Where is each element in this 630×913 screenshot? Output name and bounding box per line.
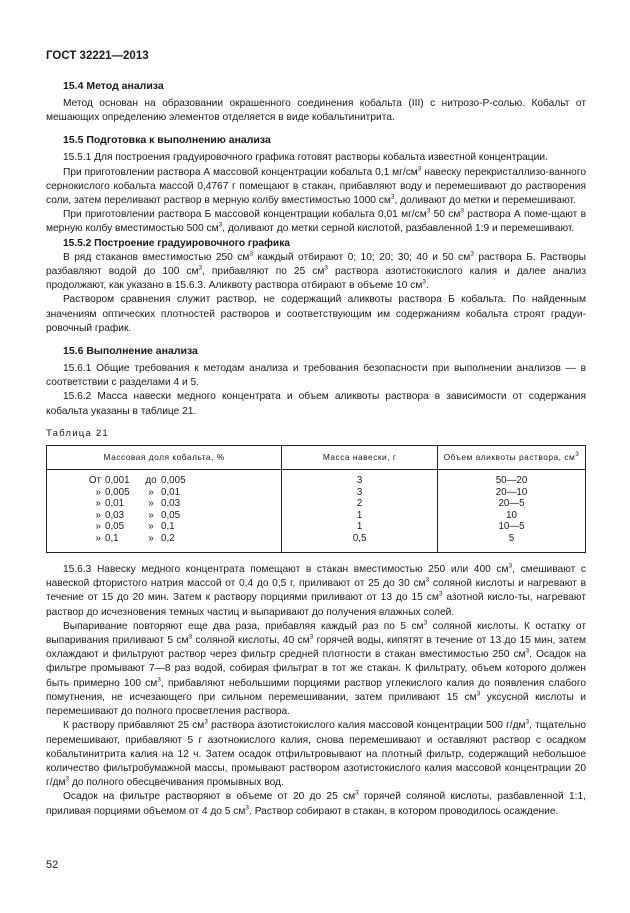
paragraph-solution-a: При приготовлении раствора А массовой концентрации кобальта 0,1 $мг/см^3$ навеску перекристаллизо-ванного сернокислого кобальта массой 0,4767 г помещают в стакан, прибавляют воду и перемешивают до растворения соли, затем переливают раствор в мерную колбу вместимостью 1000 $см^3$, доливают до метки и перемешивают. <box>46 165 586 207</box>
table-header-row <box>47 446 586 470</box>
table-21 <box>46 445 586 553</box>
paragraph-solution-b: При приготовлении раствора Б массовой концентрации кобальта 0,01 $мг/см^3$ 50 $см^3$ раствора А поме-щают в мерную колбу вместимостью 500 $см^3$, доливают до метки серной кислотой, разбавленной 1:9 и перемешивают. <box>46 207 587 235</box>
table-row: » 0,1 » 0,2 <box>95 532 175 544</box>
paragraph-evaporation: Выпаривание повторяют еще два раза, прибавляя каждый раз по 5 $см^3$ соляной кислоты. К остатку от выпаривания приливают 5 $см^3$ соляной кислоты, 40 $см^3$ горячей воды, кипятят в течение от 13 до 15 мин, затем охлаждают и фильтруют раствор через фильтр средней плотности в стакан вместимостью 250 $см^3$. Осадок на фильтре промывают 7—8 раз водой, собирая фильтрат в тот же стакан. К фильтрату, объем которого должен быть примерно 100 $см^3$, прибавляют небольшими порциями раствор углекислого калия до появления слабого помутнения, не исчезающего при сильном перемешивании, затем приливают 15 $см^3$ уксусной кислоты и перемешивают до полного просветления раствора. <box>46 619 586 718</box>
table-cell: 20—5 <box>498 498 525 510</box>
page-content <box>46 79 586 819</box>
table-cell: 10—5 <box>498 521 525 533</box>
paragraph-15-6-2: 15.6.2 Масса навески медного концентрата и объем аликвоты раствора в зависимости от содержания кобальта указаны в таблице 21. <box>46 391 586 417</box>
section-title-15-5: 15.5 Подготовка к выполнению анализа <box>63 134 271 147</box>
table-row: » 0,01 » 0,03 <box>95 498 181 510</box>
table-cell: 3 <box>356 486 363 498</box>
table-cell: 2 <box>356 498 363 510</box>
table-body-row <box>47 470 586 553</box>
paragraph-15-5-1: 15.5.1 Для построения градуировочного графика готовят растворы кобальта известной концентрации. <box>63 152 548 164</box>
page-number: 52 <box>46 859 59 871</box>
table-cell: 1 <box>356 509 363 521</box>
table-cell: 1 <box>356 521 363 533</box>
table-cell: 0,5 <box>352 532 367 544</box>
table-row: » 0,05 » 0,1 <box>95 521 175 533</box>
paragraph-15-5-2: В ряд стаканов вместимостью 250 $см^3$ каждый отбирают 0; 10; 20; 30; 40 и 50 $см^3$ раствора Б. Растворы разбавляют водой до 100 $см^3$, прибавляют по 25 $см^3$ раствора азотистокислого калия и далее анализ продолжают, как указано в 15.6.3. Аликвоту раствора отбирают в объеме 10 $см^3$. <box>46 250 587 292</box>
paragraph-reference-solution: Раствором сравнения служит раствор, не содержащий аликвоты раствора Б кобальта. По найденным значениям оптических плотностей растворов и соответствующим им содержаниям кобальта строят градуи-ровочный график. <box>46 294 586 334</box>
table-caption: Таблица 21 <box>46 427 109 439</box>
paragraph-precipitate-dissolve: Осадок на фильтре растворяют в объеме от 20 до 25 $см^3$ горячей соляной кислоты, разбавленной 1:1, приливая порциями объемом от 4 до 5 $см^3$. Раствор собирают в стакан, в котором проводилось осаждение. <box>46 789 586 817</box>
paragraph-15-4: Метод основан на образовании окрашенного соединения кобальта (III) с нитрозо-Р-солью. Кобальт от мешающих определению элементов отделяется в виде кобальтинитрита. <box>46 98 586 124</box>
subsection-title-15-5-2: 15.5.2 Построение градуировочного графика <box>63 237 290 249</box>
table-cell: 5 <box>508 532 515 544</box>
paragraph-15-6-1: 15.6.1 Общие требования к методам анализа и требования безопасности при выполнении анализов — в соответствии с разделами 4 и 5. <box>46 363 586 389</box>
table-col-volume <box>438 470 586 553</box>
paragraph-15-6-3: 15.6.3 Навеску медного концентрата помещают в стакан вместимостью 250 или 400 $см^3$, смешивают с навеской фтористого натрия массой от 0,4 до 0,5 г, приливают от 25 до 30 $см^3$ соляной кислоты и нагревают в течение от 15 до 20 мин. Затем к раствору порциями приливают от 13 до 15 $см^3$ азотной кисло-ты, нагревают раствор до исчезновения темных частиц и выпаривают до получения влажных солей. <box>46 562 586 618</box>
section-title-15-4: 15.4 Метод анализа <box>63 80 164 92</box>
table-cell: 10 <box>506 509 517 521</box>
table-cell: 50—20 <box>495 475 528 487</box>
paragraph-nitrite-addition: К раствору прибавляют 25 $см^3$ раствора азотистокислого калия массовой концентрации 500 $г/дм^3$, тщательно перемешивают, прибавляют 5 г азотнокислого калия, снова перемешивают и оставляют раствор с осадком кобальтинитрита калия на 12 ч. Затем осадок отфильтровывают на плотный фильтр, содержащий небольшое количество фильтробумажной массы, промывают раствором азотистокислого калия массовой концентрации 20 $г/дм^3$ до полного обесцвечивания промывных вод. <box>46 718 586 789</box>
table-header-mass: Масса навески, г <box>282 446 438 470</box>
table-row: От 0,001 до 0,005 <box>88 475 186 487</box>
table-cell: 20—10 <box>495 486 528 498</box>
table-row: » 0,005 » 0,01 <box>95 486 181 498</box>
standard-header: ГОСТ 32221—2013 <box>46 50 149 62</box>
table-cell: 3 <box>356 475 363 487</box>
section-title-15-6: 15.6 Выполнение анализа <box>63 345 198 358</box>
table-header-volume: Объем аликвоты раствора, $см^3$ <box>438 446 586 470</box>
table-col-cobalt <box>47 470 282 553</box>
table-col-mass <box>282 470 438 553</box>
table-header-cobalt: Массовая доля кобальта, % <box>47 446 282 470</box>
table-row: » 0,03 » 0,05 <box>95 509 181 521</box>
